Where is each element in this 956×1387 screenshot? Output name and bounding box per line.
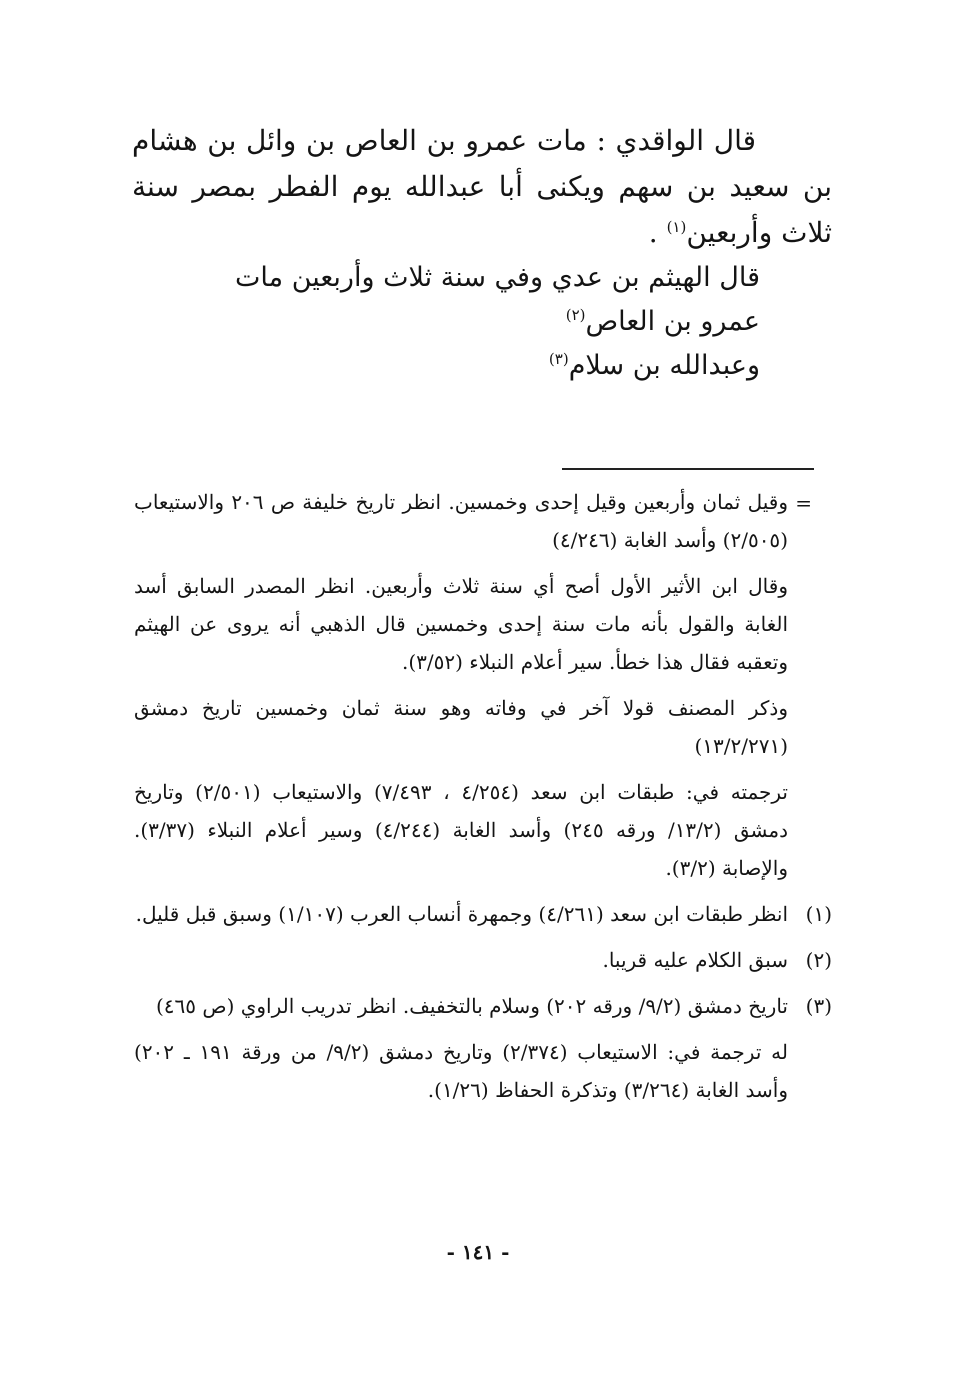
- footnotes: [134, 483, 832, 1117]
- footnote-ref-1[interactable]: (١): [666, 218, 687, 236]
- footnote-1-number: (١): [805, 902, 832, 926]
- footnote-continuation-3: [134, 689, 832, 765]
- quoted-line-3: [132, 344, 760, 388]
- footnote-continuation-3-text: وذكر المصنف قولا آخر في وفاته وهو سنة ثمان وخمسين تاريخ دمشق (١٣/٢/٢٧١): [134, 696, 788, 758]
- footnote-ref-2[interactable]: (٢): [565, 306, 586, 324]
- footnote-1-text: انظر طبقات ابن سعد (٤/٢٦١) وجمهرة أنساب العرب (١/١٠٧) وسبق قبل قليل.: [135, 902, 788, 926]
- page-number: - ١٤١ -: [446, 1240, 510, 1264]
- footnote-3-text: تاريخ دمشق (٩/٢/ ورقه ٢٠٢) وسلام بالتخفيف. انظر تدريب الراوي (ص ٤٦٥): [155, 994, 788, 1018]
- footnote-continuation-4: [134, 773, 832, 887]
- quoted-line-1: [132, 256, 760, 300]
- footnote-continuation-1-text: وقيل ثمان وأربعين وقيل إحدى وخمسين. انظر تاريخ خليفة ص ٢٠٦ والاستيعاب (٢/٥٠٥) وأسد الغابة (٤/٢٤٦): [134, 490, 788, 552]
- main-paragraph-text: قال الواقدي : مات عمرو بن العاص بن وائل بن هشام بن سعيد بن سهم ويكنى أبا عبدالله يوم الفطر بمصر سنة ثلاث وأربعين: [132, 124, 832, 249]
- footnote-ref-3[interactable]: (٣): [548, 350, 569, 368]
- footnote-2-text: سبق الكلام عليه قريبا.: [602, 948, 788, 972]
- continuation-mark: =: [795, 491, 812, 515]
- main-text: [132, 118, 832, 388]
- footnote-continuation-4-text: ترجمته في: طبقات ابن سعد (٤/٢٥٤ ، ٧/٤٩٣) والاستيعاب (٢/٥٠١) وتاريخ دمشق (١٣/٢/ ورقه ٢٤٥) وأسد الغابة (٤/٢٤٤) وسير أعلام النبلاء (٣/٣٧). والإصابة (٣/٢).: [134, 780, 789, 880]
- main-paragraph-end: .: [648, 216, 667, 249]
- footnote-continuation-2-text: وقال ابن الأثير الأول أصح أي سنة ثلاث وأربعين. انظر المصدر السابق أسد الغابة والقول بأنه مات سنة إحدى وخمسين قال الذهبي أنه يروى عن الهيثم وتعقبه فقال هذا خطأ. سير أعلام النبلاء (٣/٥٢).: [134, 574, 788, 674]
- footnote-3: [134, 987, 832, 1025]
- footnote-1: [134, 895, 832, 933]
- footnote-2: [134, 941, 832, 979]
- quoted-line-3-text: وعبدالله بن سلام: [568, 350, 760, 381]
- main-paragraph: [132, 118, 832, 256]
- quoted-line-2-text: عمرو بن العاص: [585, 306, 760, 337]
- footnote-2-number: (٢): [805, 948, 832, 972]
- footnote-continuation-2: [134, 567, 832, 681]
- footnote-3-continuation: [134, 1033, 832, 1109]
- footnote-3-continuation-text: له ترجمة في: الاستيعاب (٢/٣٧٤) وتاريخ دمشق (٩/٢/ من ورقة ١٩١ ـ ٢٠٢) وأسد الغابة (٣/٢٦٤) وتذكرة الحفاظ (١/٢٦).: [134, 1040, 788, 1102]
- quoted-line-2: [132, 300, 760, 344]
- footnote-continuation-1: [134, 483, 832, 559]
- quoted-lines: [132, 256, 760, 388]
- footnote-3-number: (٣): [805, 994, 832, 1018]
- quoted-line-1-text: قال الهيثم بن عدي وفي سنة ثلاث وأربعين مات: [235, 262, 760, 293]
- footnote-separator: [562, 468, 814, 470]
